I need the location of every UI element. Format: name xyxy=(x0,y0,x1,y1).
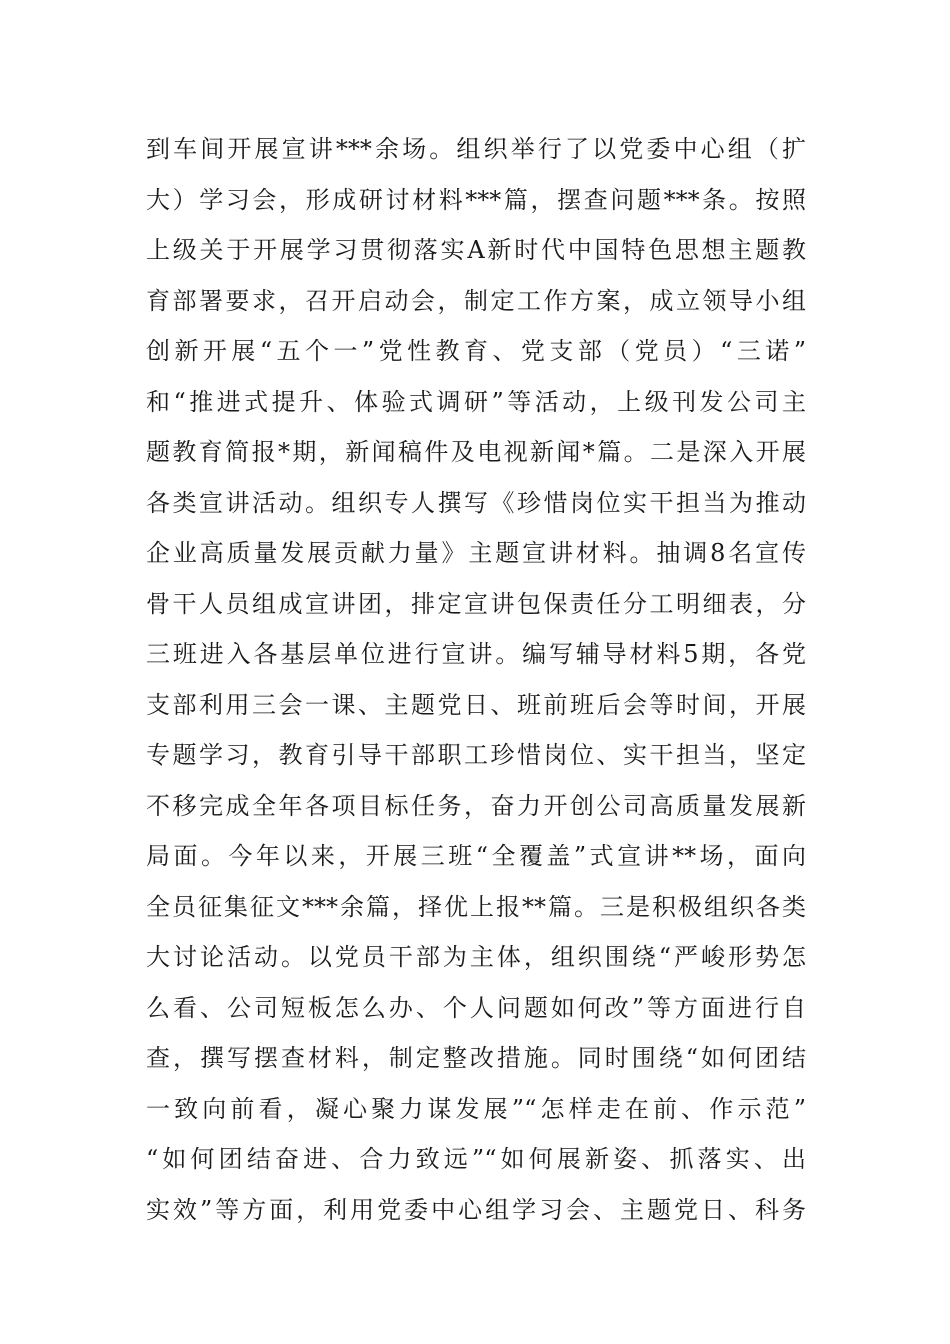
text-line: 上级关于开展学习贯彻落实A新时代中国特色思想主题教 xyxy=(146,236,806,264)
text-line: 三班进入各基层单位进行宣讲。编写辅导材料5期，各党 xyxy=(146,640,806,668)
text-line: 支部利用三会一课、主题党日、班前班后会等时间，开展 xyxy=(146,690,806,719)
text-line: “如何团结奋进、合力致远”“如何展新姿、抓落实、出 xyxy=(146,1145,806,1173)
text-line: 实效”等方面，利用党委中心组学习会、主题党日、科务 xyxy=(146,1195,806,1224)
text-line: 局面。今年以来，开展三班“全覆盖”式宣讲**场，面向 xyxy=(146,842,806,870)
text-line: 各类宣讲活动。组织专人撰写《珍惜岗位实干担当为推动 xyxy=(146,488,806,517)
text-line: 专题学习，教育引导干部职工珍惜岗位、实干担当，坚定 xyxy=(146,741,806,769)
text-line: 么看、公司短板怎么办、个人问题如何改”等方面进行自 xyxy=(146,993,806,1022)
text-line: 到车间开展宣讲***余场。组织举行了以党委中心组（扩 xyxy=(146,135,806,163)
text-line: 查，撰写摆查材料，制定整改措施。同时围绕“如何团结 xyxy=(146,1044,806,1072)
text-line: 大讨论活动。以党员干部为主体，组织围绕“严峻形势怎 xyxy=(146,943,806,971)
text-line: 创新开展“五个一”党性教育、党支部（党员）“三诺” xyxy=(146,337,806,365)
body-text xyxy=(146,124,806,1235)
text-line: 育部署要求，召开启动会，制定工作方案，成立领导小组 xyxy=(146,286,806,315)
text-line: 和“推进式提升、体验式调研”等活动，上级刊发公司主 xyxy=(146,387,806,416)
text-line: 一致向前看，凝心聚力谋发展”“怎样走在前、作示范” xyxy=(146,1094,806,1123)
text-line: 题教育简报*期，新闻稿件及电视新闻*篇。二是深入开展 xyxy=(146,438,806,466)
text-line: 全员征集征文***余篇，择优上报**篇。三是积极组织各类 xyxy=(146,892,806,921)
text-line: 大）学习会，形成研讨材料***篇，摆查问题***条。按照 xyxy=(146,185,806,214)
text-line: 不移完成全年各项目标任务，奋力开创公司高质量发展新 xyxy=(146,791,806,820)
text-line: 骨干人员组成宣讲团，排定宣讲包保责任分工明细表，分 xyxy=(146,589,806,618)
text-line: 企业高质量发展贡献力量》主题宣讲材料。抽调8名宣传 xyxy=(146,539,806,567)
